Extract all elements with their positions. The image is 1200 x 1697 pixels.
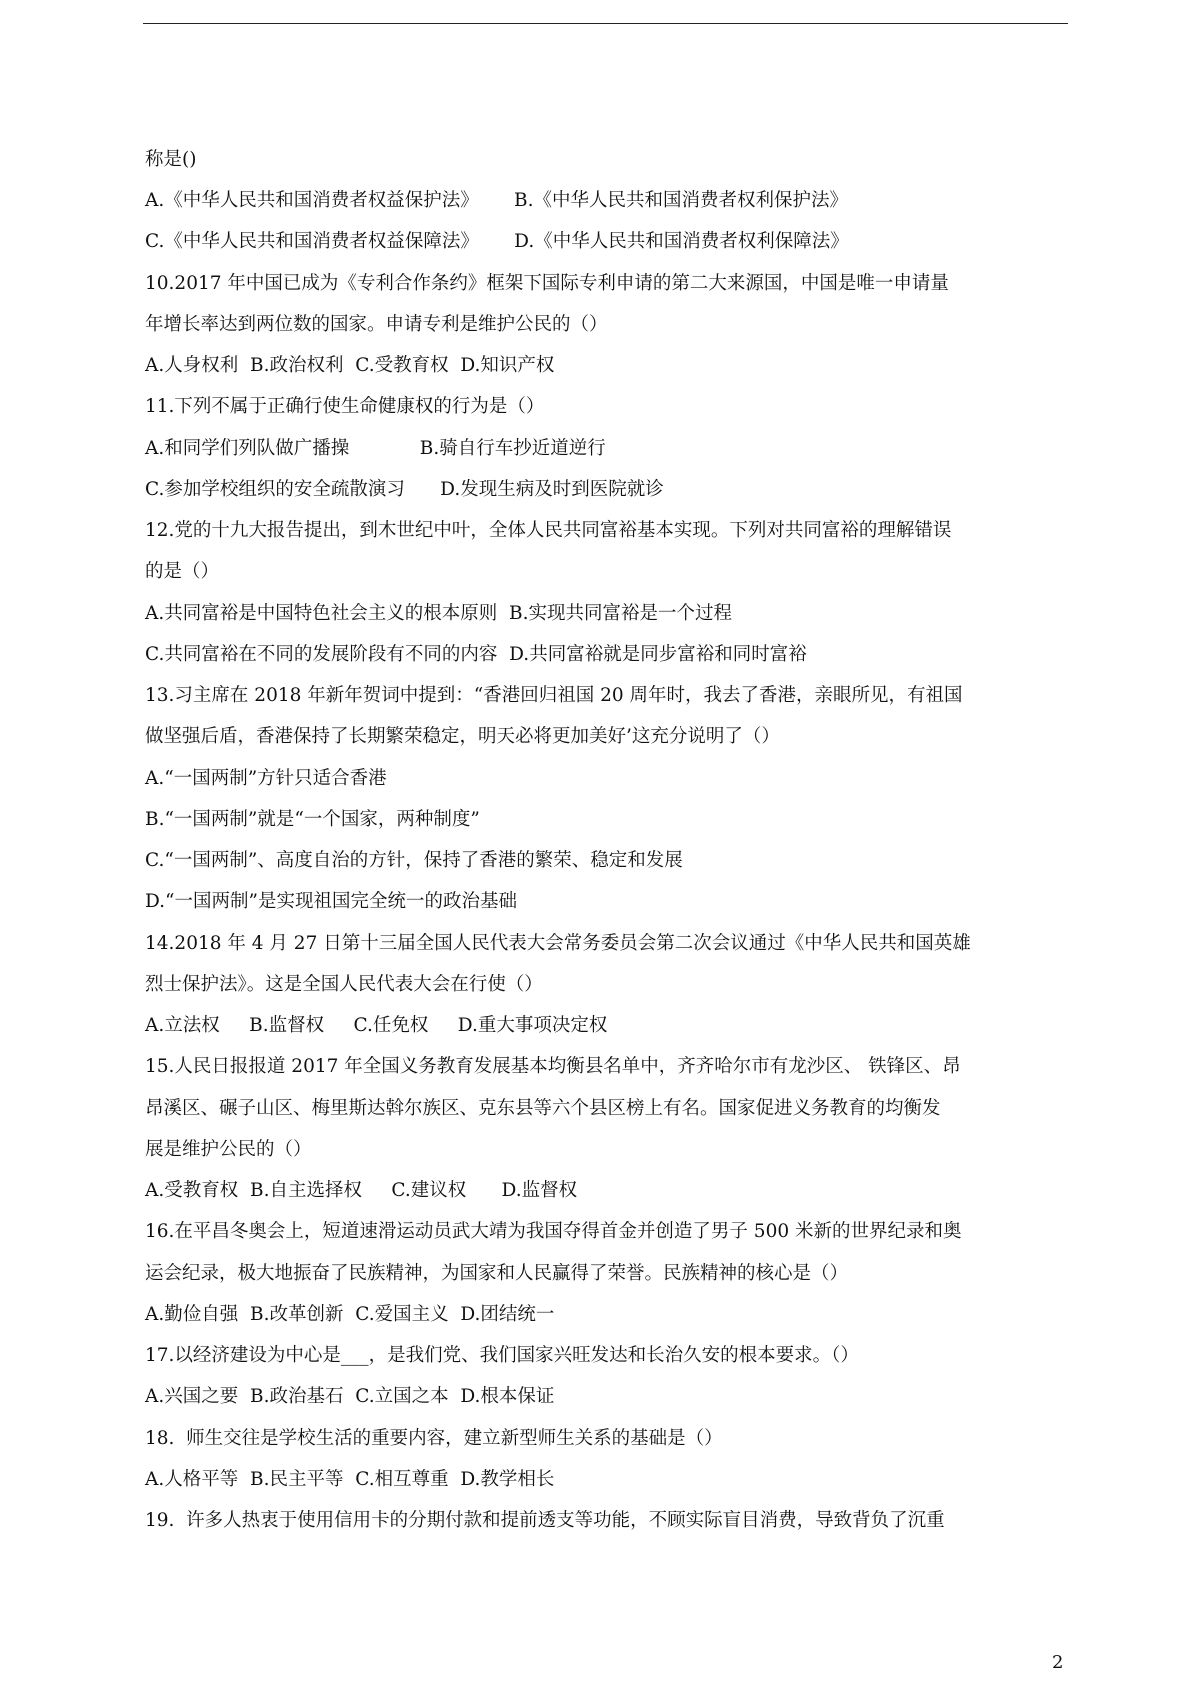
text-line: A.和同学们列队做广播操 B.骑自行车抄近道逆行 (145, 438, 606, 459)
text-line: C.参加学校组织的安全疏散演习 D.发现生病及时到医院就诊 (145, 479, 664, 500)
header-rule (143, 23, 1068, 24)
text-line: 16.在平昌冬奥会上，短道速滑运动员武大靖为我国夺得首金并创造了男子 500 米新的世界纪录和奥 (145, 1221, 962, 1242)
text-line: A.人格平等 B.民主平等 C.相互尊重 D.教学相长 (145, 1469, 555, 1490)
text-line: 14.2018 年 4 月 27 日第十三届全国人民代表大会常务委员会第二次会议通过《中华人民共和国英雄 (145, 933, 971, 954)
text-line: C.“一国两制”、高度自治的方针，保持了香港的繁荣、稳定和发展 (145, 850, 683, 871)
text-line: 做坚强后盾，香港保持了长期繁荣稳定，明天必将更加美好’这充分说明了（） (145, 726, 780, 747)
text-line: A.人身权利 B.政治权利 C.受教育权 D.知识产权 (145, 355, 555, 376)
text-line: 13.习主席在 2018 年新年贺词中提到：“香港回归祖国 20 周年时，我去了香港，亲眼所见，有祖国 (145, 685, 963, 706)
text-line: 展是维护公民的（） (145, 1139, 312, 1160)
page-number: 2 (1052, 1652, 1064, 1673)
text-line: A.共同富裕是中国特色社会主义的根本原则 B.实现共同富裕是一个过程 (145, 603, 732, 624)
text-line: 11.下列不属于正确行使生命健康权的行为是（） (145, 396, 545, 417)
text-line: 15.人民日报报道 2017 年全国义务教育发展基本均衡县名单中，齐齐哈尔市有龙沙区、 铁锋区、昂 (145, 1056, 961, 1077)
text-line: 17.以经济建设为中心是___，是我们党、我们国家兴旺发达和长治久安的根本要求。（） (145, 1345, 859, 1366)
text-line: 的是（） (145, 561, 220, 582)
text-line: 烈士保护法》。这是全国人民代表大会在行使（） (145, 974, 543, 995)
text-line: 称是() (145, 149, 197, 170)
text-line: 昂溪区、碾子山区、梅里斯达斡尔族区、克东县等六个县区榜上有名。国家促进义务教育的均衡发 (145, 1098, 941, 1119)
text-line: 10.2017 年中国已成为《专利合作条约》框架下国际专利申请的第二大来源国，中国是唯一申请量 (145, 273, 949, 294)
text-line: 18. 师生交往是学校生活的重要内容，建立新型师生关系的基础是（） (145, 1428, 723, 1449)
text-line: A.兴国之要 B.政治基石 C.立国之本 D.根本保证 (145, 1386, 555, 1407)
text-line: A.勤俭自强 B.改革创新 C.爱国主义 D.团结统一 (145, 1304, 555, 1325)
text-line: C.《中华人民共和国消费者权益保障法》 D.《中华人民共和国消费者权利保障法》 (145, 231, 849, 252)
text-line: A.受教育权 B.自主选择权 C.建议权 D.监督权 (145, 1180, 578, 1201)
text-line: D.“一国两制”是实现祖国完全统一的政治基础 (145, 891, 517, 912)
text-line: 12.党的十九大报告提出，到木世纪中叶，全体人民共同富裕基本实现。下列对共同富裕的理解错误 (145, 520, 952, 541)
text-line: A.《中华人民共和国消费者权益保护法》 B.《中华人民共和国消费者权利保护法》 (145, 190, 849, 211)
text-line: 19. 许多人热衷于使用信用卡的分期付款和提前透支等功能，不顾实际盲目消费，导致背负了沉重 (145, 1510, 945, 1531)
text-line: 运会纪录，极大地振奋了民族精神，为国家和人民赢得了荣誉。民族精神的核心是（） (145, 1263, 849, 1284)
text-line: 年增长率达到两位数的国家。申请专利是维护公民的（） (145, 314, 608, 335)
text-line: A.“一国两制”方针只适合香港 (145, 768, 387, 789)
text-line: A.立法权 B.监督权 C.任免权 D.重大事项决定权 (145, 1015, 608, 1036)
text-line: C.共同富裕在不同的发展阶段有不同的内容 D.共同富裕就是同步富裕和同时富裕 (145, 644, 807, 665)
text-line: B.“一国两制”就是“一个国家，两种制度” (145, 809, 480, 830)
